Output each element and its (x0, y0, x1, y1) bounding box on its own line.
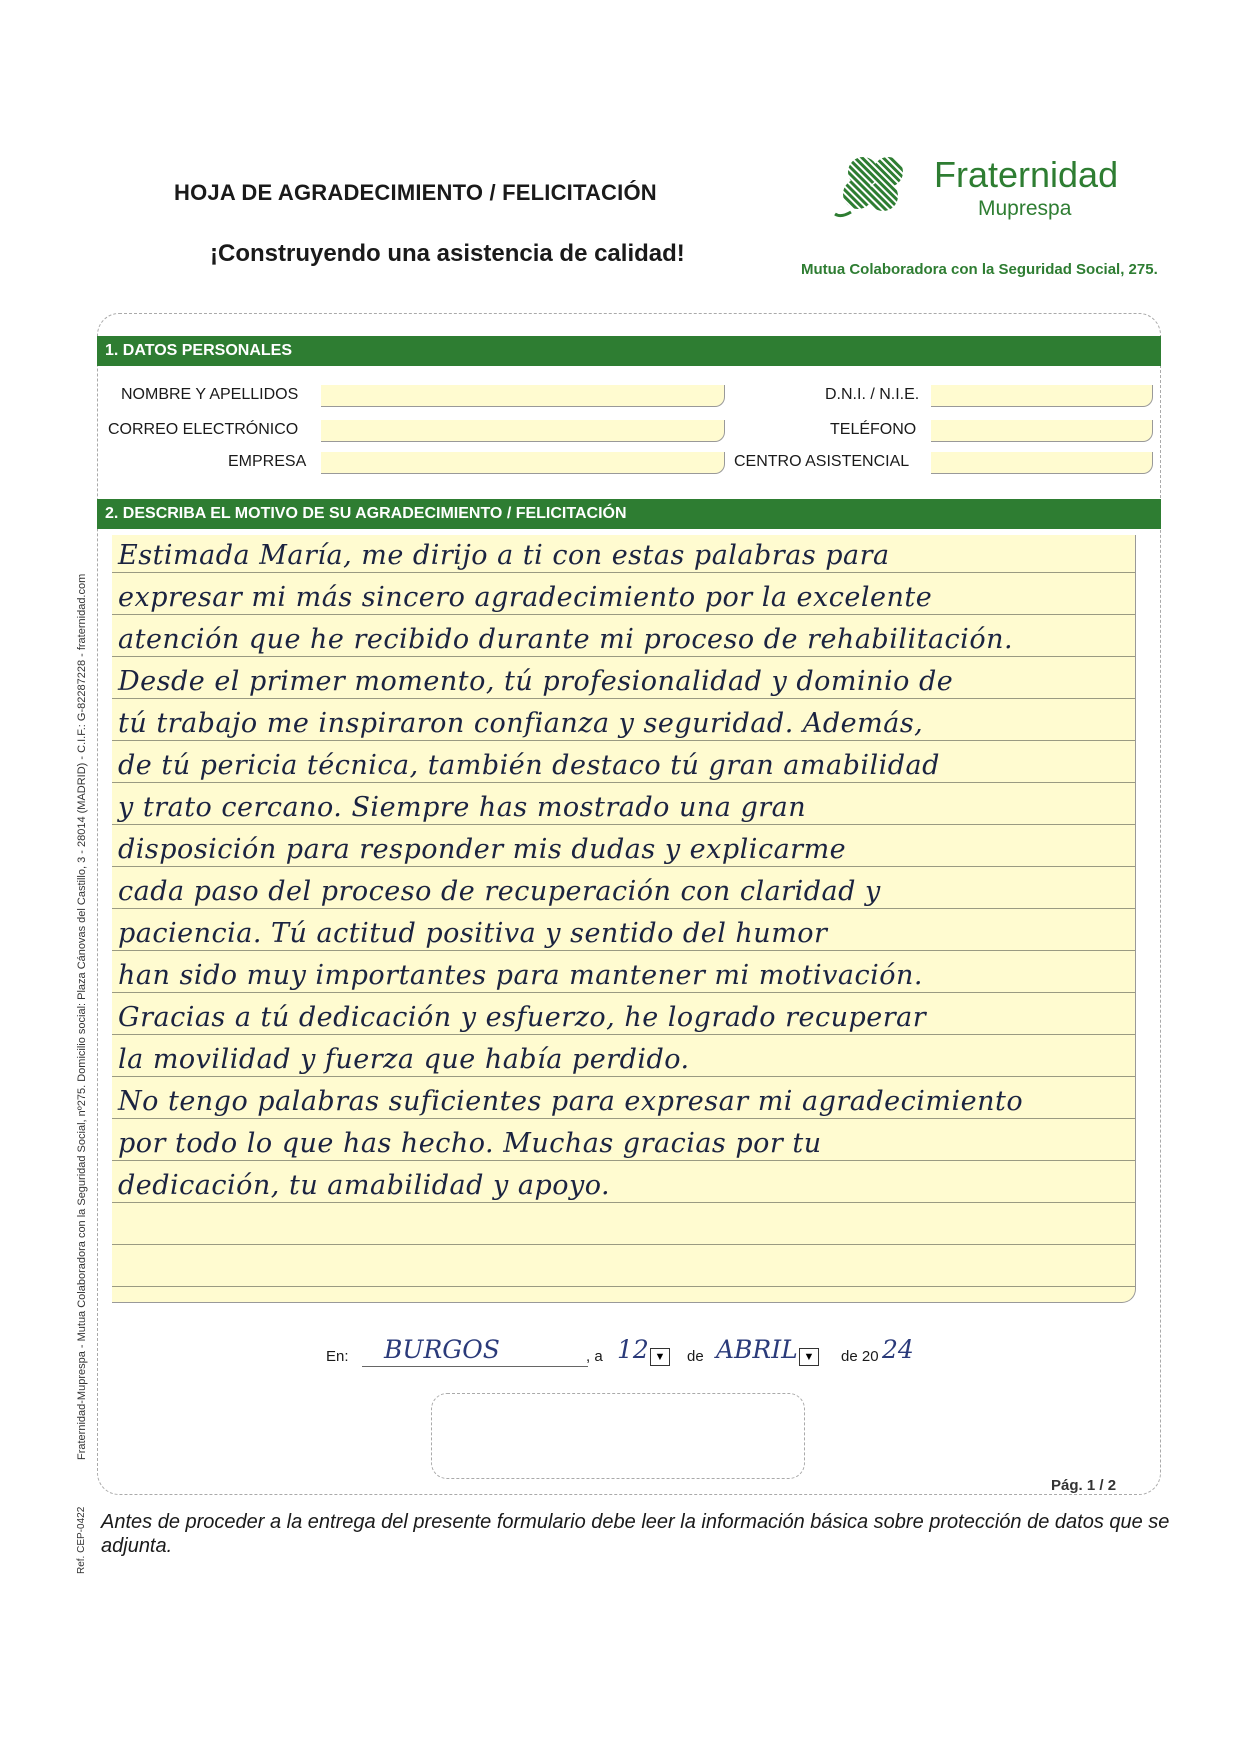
handwritten-line: expresar mi más sincero agradecimiento por la excelente (118, 582, 933, 613)
phone-field[interactable] (931, 420, 1153, 442)
name-label: NOMBRE Y APELLIDOS (121, 386, 299, 403)
clover-logo-icon (833, 152, 923, 222)
brand-name: Fraternidad (934, 154, 1119, 195)
place-label: En: (326, 1348, 349, 1365)
year-value[interactable]: 24 (882, 1335, 914, 1364)
email-label: CORREO ELECTRÓNICO (108, 421, 299, 438)
month-value[interactable]: ABRIL (716, 1335, 798, 1364)
brand-subname: Muprespa (978, 197, 1072, 220)
document-subtitle: ¡Construyendo una asistencia de calidad! (210, 240, 685, 267)
handwritten-line: dedicación, tu amabilidad y apoyo. (118, 1170, 611, 1201)
month-dropdown-chevron-icon[interactable]: ▼ (799, 1348, 819, 1366)
handwritten-line: de tú pericia técnica, también destaco tú gran amabilidad (118, 750, 940, 781)
handwritten-line: cada paso del proceso de recuperación con claridad y (118, 876, 881, 907)
day-dropdown-chevron-icon[interactable]: ▼ (650, 1348, 670, 1366)
email-field[interactable] (321, 420, 725, 442)
day-prefix-label: , a (586, 1348, 603, 1365)
handwritten-line: No tengo palabras suficientes para expresar mi agradecimiento (118, 1086, 1024, 1117)
section-personal-data-header: 1. DATOS PERSONALES (97, 336, 1161, 366)
handwritten-line: por todo lo que has hecho. Muchas gracias por tu (118, 1128, 822, 1159)
handwritten-line: tú trabajo me inspiraron confianza y seguridad. Además, (118, 708, 924, 739)
day-value[interactable]: 12 (617, 1335, 649, 1364)
data-protection-note: Antes de proceder a la entrega del presente formulario debe leer la información básica sobre protección de datos que se adjunta. (101, 1511, 1170, 1557)
handwritten-line: y trato cercano. Siempre has mostrado una gran (118, 792, 807, 823)
handwritten-line: atención que he recibido durante mi proceso de rehabilitación. (118, 624, 1014, 655)
handwritten-line: disposición para responder mis dudas y explicarme (118, 834, 847, 865)
place-value[interactable]: BURGOS (384, 1335, 500, 1364)
handwritten-line: la movilidad y fuerza que había perdido. (118, 1044, 690, 1075)
reason-textarea[interactable] (112, 535, 1136, 1303)
name-field[interactable] (321, 385, 725, 407)
handwritten-line: han sido muy importantes para mantener mi motivación. (118, 960, 923, 991)
year-prefix-label: de 20 (841, 1348, 879, 1365)
section-reason-header: 2. DESCRIBA EL MOTIVO DE SU AGRADECIMIENTO / FELICITACIÓN (97, 499, 1161, 529)
company-field[interactable] (321, 452, 725, 474)
page-number: Pág. 1 / 2 (1051, 1477, 1117, 1494)
center-label: CENTRO ASISTENCIAL (734, 453, 910, 470)
handwritten-line: Estimada María, me dirijo a ti con estas palabras para (118, 540, 890, 571)
brand-tagline: Mutua Colaboradora con la Seguridad Social, 275. (801, 261, 1158, 278)
month-prefix-label: de (687, 1348, 704, 1365)
handwritten-line: Gracias a tú dedicación y esfuerzo, he logrado recuperar (118, 1002, 927, 1033)
legal-sidebar: Fraternidad-Muprespa - Mutua Colaboradora con la Seguridad Social, nº275. Domicilio social: Plaza Cánovas del Castillo, 3 - 28014 (MADRID) - C.I.F.: G-82287228 - fraternidad.com (76, 573, 88, 1460)
center-field[interactable] (931, 452, 1153, 474)
signature-box[interactable] (431, 1393, 805, 1479)
document-title: HOJA DE AGRADECIMIENTO / FELICITACIÓN (174, 180, 657, 205)
company-label: EMPRESA (228, 453, 307, 470)
phone-label: TELÉFONO (830, 421, 917, 438)
dni-field[interactable] (931, 385, 1153, 407)
reference-code: Ref. CEP-0422 (76, 1506, 87, 1574)
handwritten-line: paciencia. Tú actitud positiva y sentido del humor (118, 918, 828, 949)
handwritten-line: Desde el primer momento, tú profesionalidad y dominio de (118, 666, 954, 697)
place-underline (362, 1366, 588, 1367)
dni-label: D.N.I. / N.I.E. (825, 386, 920, 403)
